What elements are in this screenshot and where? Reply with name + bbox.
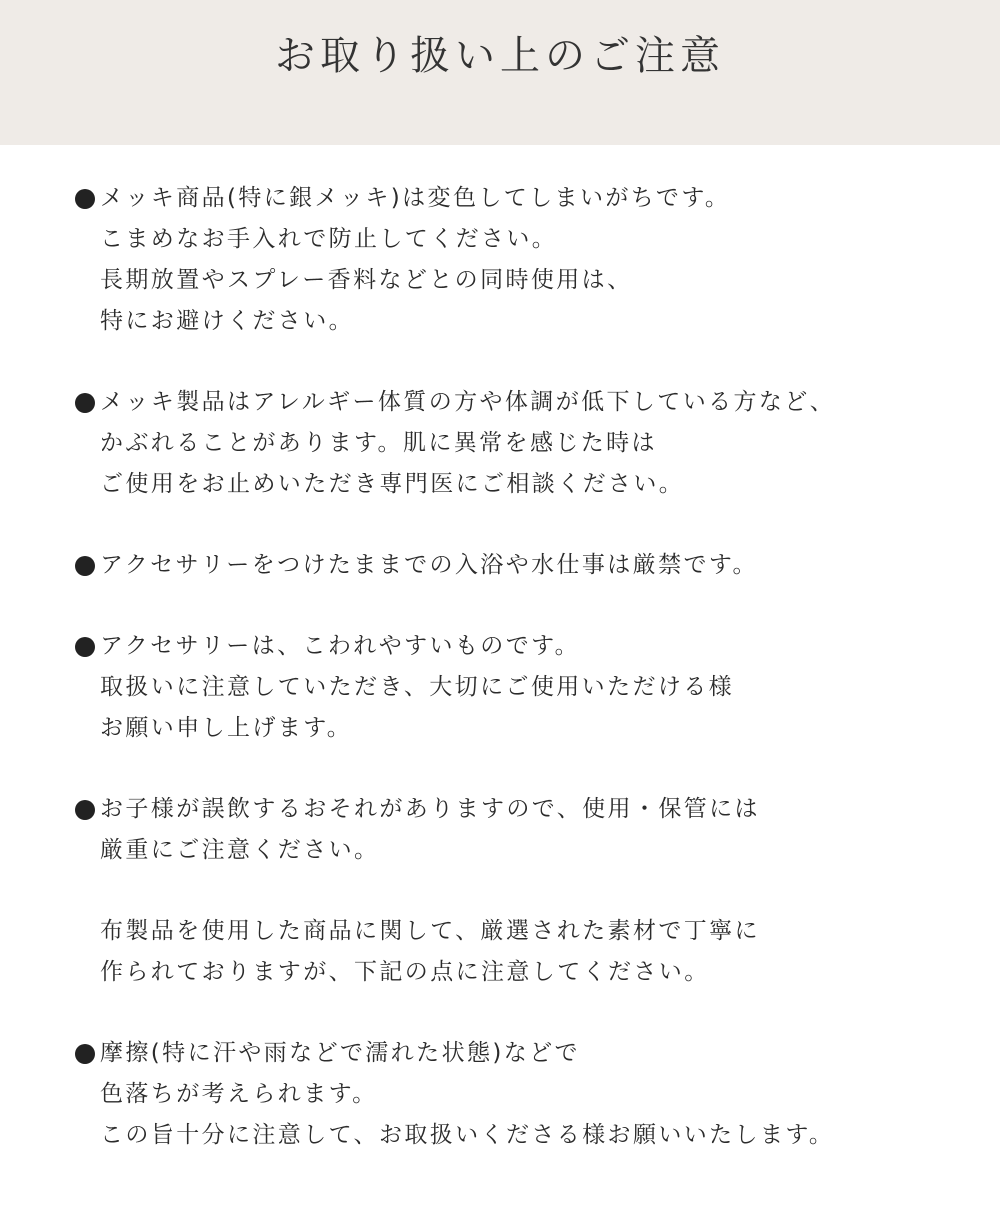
notice-line bbox=[75, 464, 975, 505]
notice-section-fragile bbox=[75, 626, 975, 749]
bullet-icon bbox=[75, 393, 95, 413]
notice-section-fabric bbox=[75, 911, 975, 993]
notice-line bbox=[75, 260, 975, 301]
notice-text: 取扱いに注意していただき、大切にご使用いただける様 bbox=[100, 674, 735, 700]
notice-section-plating bbox=[75, 178, 975, 342]
notice-line bbox=[75, 1115, 975, 1156]
notice-line bbox=[75, 708, 975, 749]
notice-text: アクセサリーは、こわれやすいものです。 bbox=[100, 633, 581, 659]
notice-text: メッキ商品(特に銀メッキ)は変色してしまいがちです。 bbox=[100, 185, 731, 211]
notice-list bbox=[75, 178, 975, 1156]
section-gap bbox=[75, 505, 975, 545]
notice-line bbox=[75, 1033, 975, 1074]
notice-section-children bbox=[75, 789, 975, 871]
notice-text: アクセサリーをつけたままでの入浴や水仕事は厳禁です。 bbox=[100, 552, 758, 578]
page-header bbox=[0, 0, 1000, 145]
notice-text: こまめなお手入れで防止してください。 bbox=[100, 226, 558, 252]
notice-text: お子様が誤飲するおそれがありますので、使用・保管には bbox=[100, 796, 760, 822]
notice-section-water bbox=[75, 545, 975, 586]
section-gap bbox=[75, 586, 975, 626]
bullet-icon bbox=[75, 800, 95, 820]
notice-text: 厳重にご注意ください。 bbox=[100, 837, 380, 863]
section-gap bbox=[75, 749, 975, 789]
section-gap bbox=[75, 871, 975, 911]
notice-line bbox=[75, 545, 975, 586]
notice-line bbox=[75, 382, 975, 423]
notice-line bbox=[75, 952, 975, 993]
notice-line bbox=[75, 1074, 975, 1115]
notice-line bbox=[75, 667, 975, 708]
notice-line bbox=[75, 789, 975, 830]
notice-text: お願い申し上げます。 bbox=[100, 715, 353, 741]
section-gap bbox=[75, 342, 975, 382]
notice-line bbox=[75, 301, 975, 342]
notice-text: かぶれることがあります。肌に異常を感じた時は bbox=[100, 430, 657, 456]
notice-text: 特にお避けください。 bbox=[100, 308, 354, 334]
bullet-icon bbox=[75, 1044, 95, 1064]
notice-text: 作られておりますが、下記の点に注意してください。 bbox=[100, 959, 710, 985]
notice-text: 布製品を使用した商品に関して、厳選された素材で丁寧に bbox=[100, 918, 760, 944]
bullet-icon bbox=[75, 189, 95, 209]
bullet-icon bbox=[75, 556, 95, 576]
notice-line bbox=[75, 626, 975, 667]
page-title: お取り扱い上のご注意 bbox=[275, 32, 725, 79]
bullet-icon bbox=[75, 637, 95, 657]
notice-line bbox=[75, 219, 975, 260]
notice-text: 長期放置やスプレー香料などとの同時使用は、 bbox=[100, 267, 633, 293]
notice-section-allergy bbox=[75, 382, 975, 505]
notice-text: 色落ちが考えられます。 bbox=[100, 1081, 378, 1107]
notice-text: ご使用をお止めいただき専門医にご相談ください。 bbox=[100, 471, 685, 497]
notice-line bbox=[75, 423, 975, 464]
notice-line bbox=[75, 911, 975, 952]
section-gap bbox=[75, 993, 975, 1033]
notice-line bbox=[75, 830, 975, 871]
notice-text: この旨十分に注意して、お取扱いくださる様お願いいたします。 bbox=[100, 1122, 835, 1148]
notice-text: メッキ製品はアレルギー体質の方や体調が低下している方など、 bbox=[100, 389, 836, 415]
notice-text: 摩擦(特に汗や雨などで濡れた状態)などで bbox=[100, 1040, 580, 1066]
notice-section-friction bbox=[75, 1033, 975, 1156]
notice-line bbox=[75, 178, 975, 219]
